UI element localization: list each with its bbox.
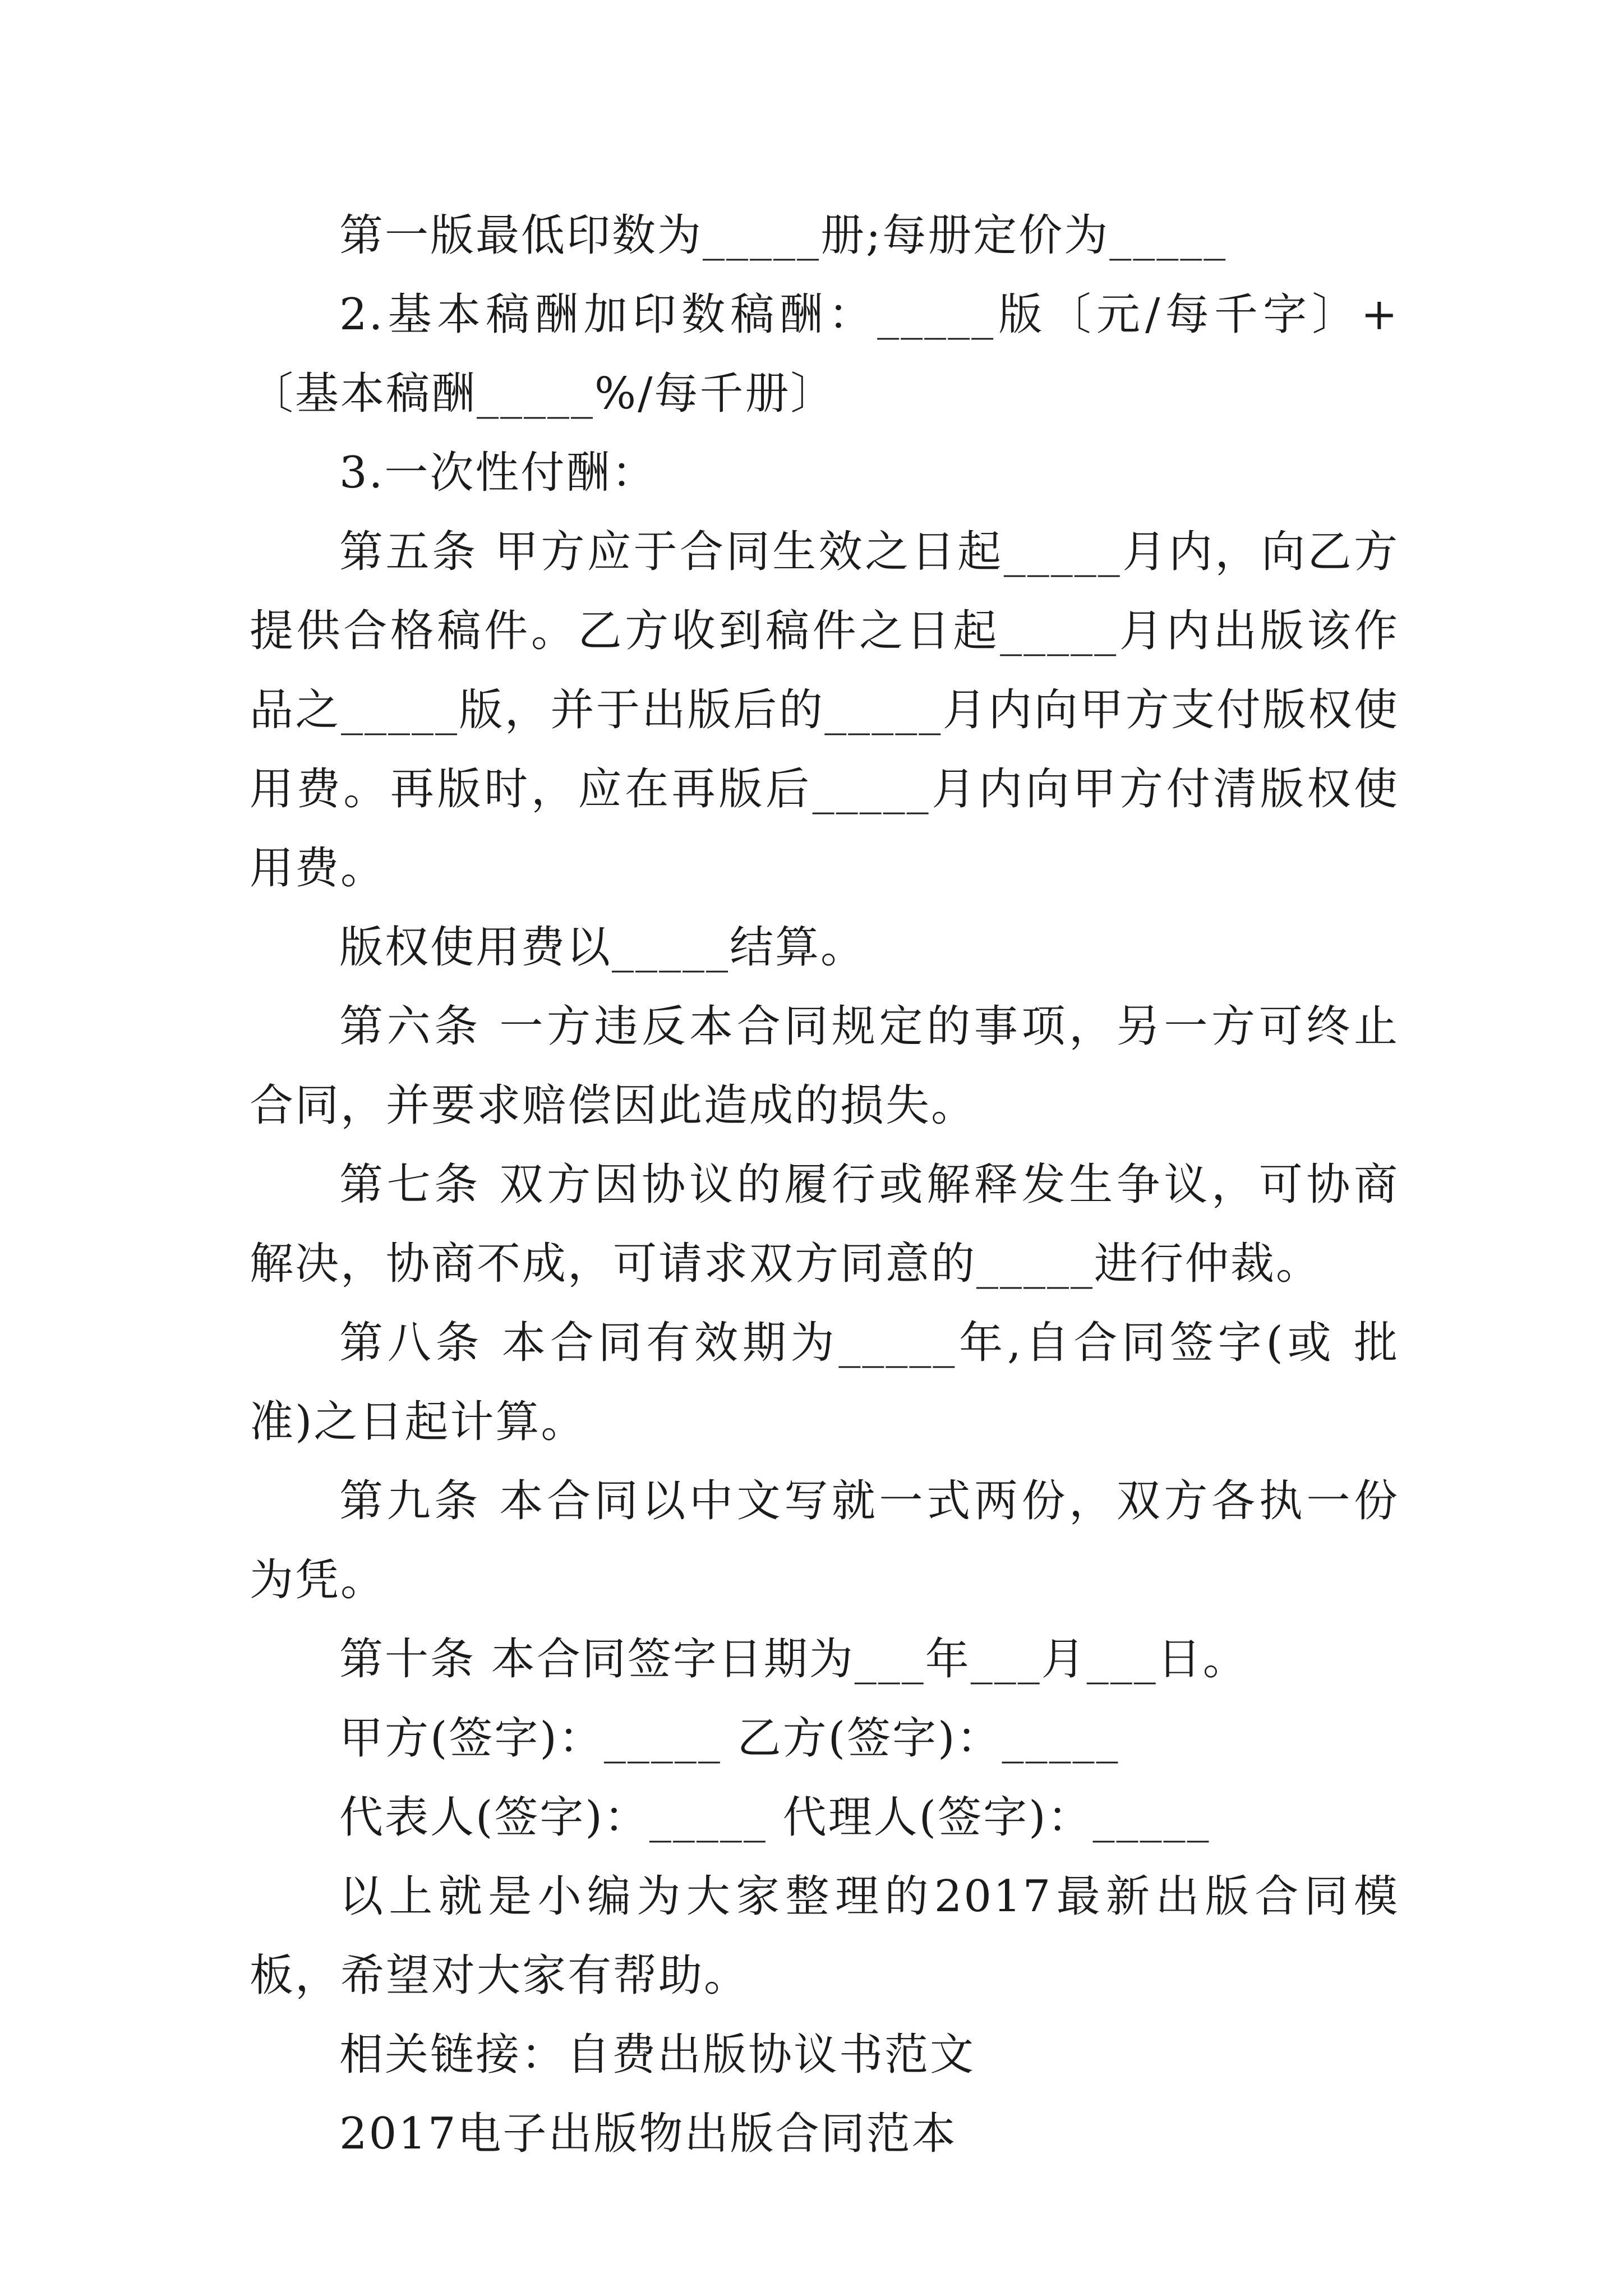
document-body — [250, 196, 1399, 2174]
paragraph-lump-sum-payment: 3.一次性付酬： — [339, 448, 657, 498]
paragraph-basic-royalty: 2.基本稿酬加印数稿酬：_____版〔元/每千字〕+〔基本稿酬_____%/每千册〕 — [250, 289, 1399, 419]
related-link-electronic-publishing: 2017电子出版物出版合同范本 — [339, 2109, 957, 2159]
related-link-self-publishing: 相关链接：自费出版协议书范文 — [339, 2030, 976, 2080]
signature-line-representatives: 代表人(签字)：_____ 代理人(签字)：_____ — [339, 1792, 1211, 1843]
paragraph-fee-settlement: 版权使用费以_____结算。 — [339, 922, 866, 973]
paragraph-article-5: 第五条 甲方应于合同生效之日起_____月内，向乙方提供合格稿件。乙方收到稿件之日起_____月内出版该作品之_____版，并于出版后的_____月内向甲方支付版权使用费。再版时，应在再版后_____月内向甲方付清版权使用费。 — [250, 527, 1399, 894]
paragraph-article-10: 第十条 本合同签字日期为___年___月___日。 — [339, 1634, 1248, 1685]
signature-line-parties: 甲方(签字)：_____ 乙方(签字)：_____ — [339, 1713, 1120, 1764]
paragraph-article-8: 第八条 本合同有效期为_____年,自合同签字(或 批准)之日起计算。 — [250, 1318, 1399, 1447]
paragraph-article-9: 第九条 本合同以中文写就一式两份，双方各执一份为凭。 — [250, 1476, 1399, 1605]
paragraph-article-7: 第七条 双方因协议的履行或解释发生争议，可协商解决，协商不成，可请求双方同意的_____进行仲裁。 — [250, 1159, 1399, 1289]
paragraph-closing-note: 以上就是小编为大家整理的2017最新出版合同模板，希望对大家有帮助。 — [250, 1871, 1399, 2001]
paragraph-first-edition-print-run: 第一版最低印数为_____册;每册定价为_____ — [339, 210, 1228, 261]
paragraph-article-6: 第六条 一方违反本合同规定的事项，另一方可终止合同，并要求赔偿因此造成的损失。 — [250, 1001, 1399, 1131]
